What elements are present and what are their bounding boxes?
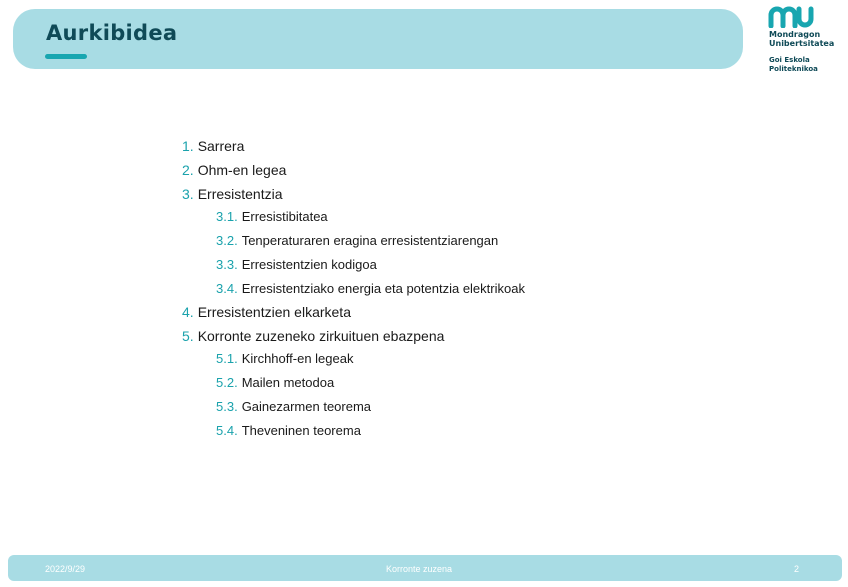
logo-line-2: Unibertsitatea [769,39,835,48]
toc-item [182,186,283,202]
toc-label: Theveninen teorema [241,423,361,438]
footer-date: 2022/9/29 [45,564,86,574]
logo-line-4: Politeknikoa [769,65,818,73]
toc-label: Erresistibitatea [241,209,328,224]
toc-subitem [216,351,353,366]
page-number: 2 [794,564,800,574]
toc-subitem [216,209,328,224]
toc-number: 3.3. [216,257,238,272]
toc-label: Erresistentziako energia eta potentzia elektrikoak [241,281,525,296]
toc-subitem [216,375,334,390]
toc-number: 5.2. [216,375,238,390]
logo-line-3: Goi Eskola [769,56,810,64]
logo-line-1: Mondragon [769,30,821,39]
toc-label: Mailen metodoa [241,375,335,390]
toc-subitem [216,233,498,248]
toc-label: Tenperaturaren eragina erresistentziarengan [241,233,499,248]
toc-label: Kirchhoff-en legeak [241,351,354,366]
toc-label: Korronte zuzeneko zirkuituen ebazpena [197,328,445,344]
toc-number: 4. [182,304,194,320]
toc-number: 3. [182,186,194,202]
toc-number: 5.4. [216,423,238,438]
toc-subitem [216,257,377,272]
toc-number: 5.1. [216,351,238,366]
toc-label: Erresistentzien elkarketa [197,304,351,320]
toc-item [182,138,244,154]
toc-number: 2. [182,162,194,178]
toc-label: Ohm-en legea [197,162,287,178]
toc-label: Erresistentzia [197,186,283,202]
toc-number: 5. [182,328,194,344]
toc-item [182,162,286,178]
toc-item [182,304,351,320]
toc-subitem [216,281,525,296]
footer-title: Korronte zuzena [386,564,453,574]
toc-number: 3.4. [216,281,238,296]
toc-label: Gainezarmen teorema [241,399,372,414]
toc-subitem [216,423,361,438]
toc-number: 3.1. [216,209,238,224]
toc-subitem [216,399,371,414]
toc-number: 1. [182,138,194,154]
slide-title: Aurkibidea [46,21,178,45]
toc-item [182,328,444,344]
toc-number: 5.3. [216,399,238,414]
toc-number: 3.2. [216,233,238,248]
toc-label: Erresistentzien kodigoa [241,257,377,272]
toc-label: Sarrera [197,138,245,154]
